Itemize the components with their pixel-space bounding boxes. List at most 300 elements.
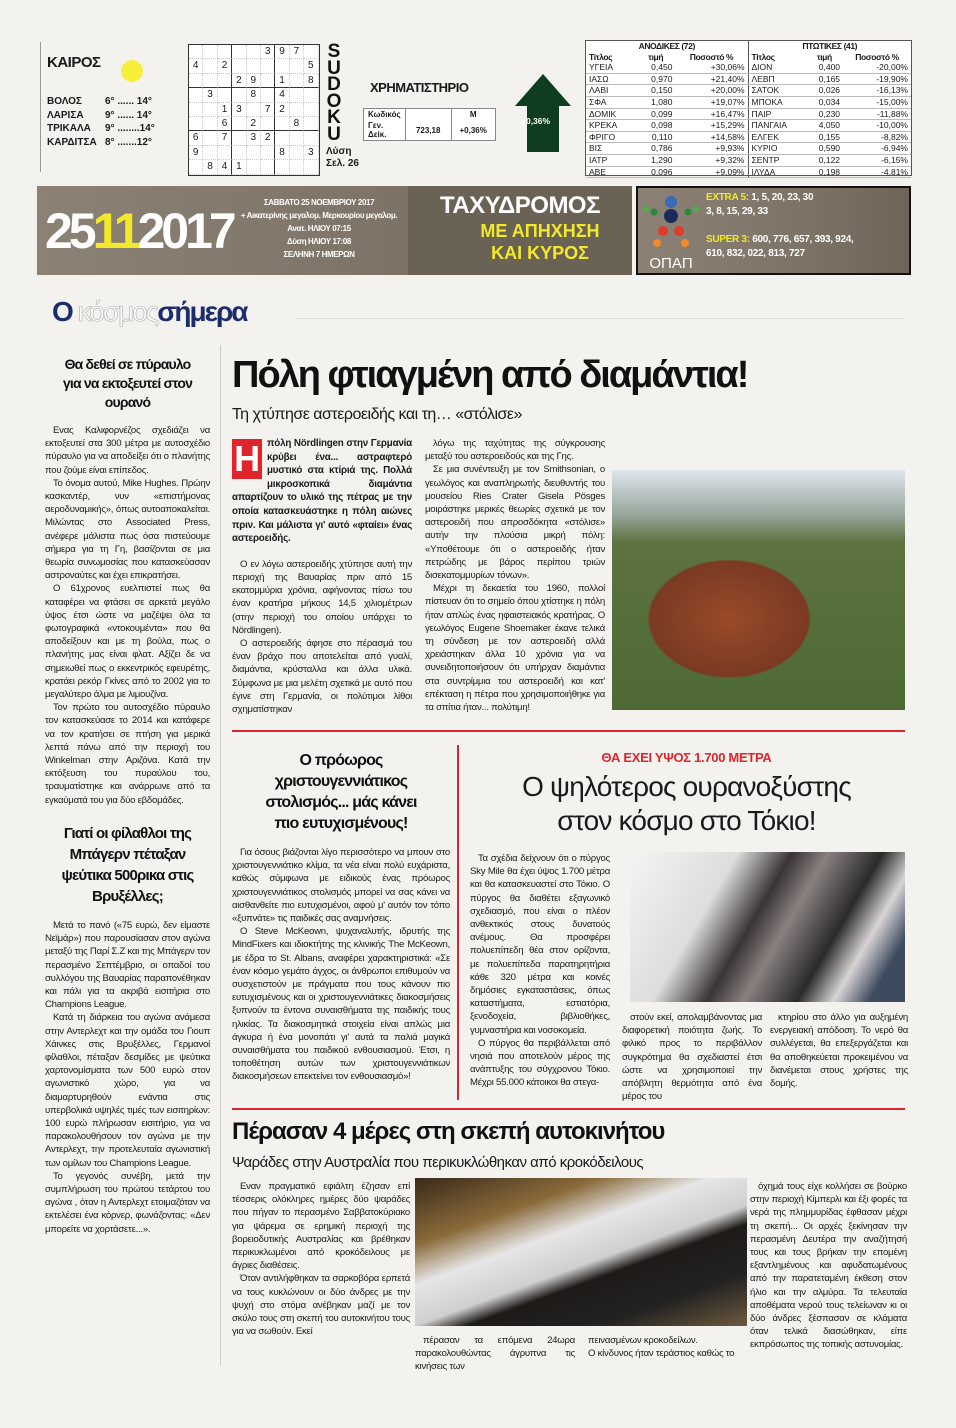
stock-change: +15,29%: [675, 120, 748, 132]
sudoku-cell: [203, 45, 217, 59]
sudoku-cell: 4: [275, 88, 289, 102]
sudoku-cell: [290, 74, 304, 88]
sudoku-cell: 8: [203, 160, 217, 174]
stock-change: -10,00%: [843, 120, 911, 132]
sudoku-cell: 8: [304, 74, 318, 88]
red-rule: [232, 730, 905, 732]
stock-price: 0,096: [636, 166, 676, 178]
lead-paragraph: [232, 437, 412, 546]
sudoku-cell: 3: [304, 146, 318, 160]
stock-price: 0,970: [636, 73, 676, 85]
stock-change: -6,94%: [843, 143, 911, 155]
sudoku-cell: 1: [275, 74, 289, 88]
stock-change: +30,06%: [675, 62, 748, 73]
sidebar-headline: Γιατί οι φίλαθλοι της Μπάγερν πέταξαν ψεύτικα 500ρικα στις Βρυξέλλες;: [61, 824, 194, 905]
stock-change: +21,40%: [675, 73, 748, 85]
slogan-line: ΚΑΙ ΚΥΡΟΣ: [491, 243, 589, 263]
drop-cap: Η: [232, 439, 262, 479]
opap-figure-icon: [642, 194, 700, 250]
date-big: [45, 192, 233, 270]
stock-row: [586, 154, 748, 166]
stock-row: [749, 131, 912, 143]
paragraph: Το γεγονός συνέβη, μετά την συμπλήρωση του πρώτου τετάρτου του αγώνα , όταν η Αντερλεχτ ετοιμαζόταν να εκτελέσει ένα κόρνερ, φωνάζοντας: «Δεν μπορείτε να χορτάσετε...».: [45, 1170, 210, 1235]
paragraph: όχημά τους είχε κολλήσει σε βούρκο στην περιοχή Κίμπερλι και έξι φορές τα νερά της πλημμυρίδας έφθασαν μέχρι τη σκεπή... Οι αρχές ξεκίνησαν την περασμένη Δευτέρα την αναζήτησή τους και τους βρήκαν την επομένη εξαντλημένους και αφυδατωμένους από την παρατεταμένη έκθεση στον ήλιο και την αλμύρα. Τα τελευταία αποθέματα νερού τους τελείωναν κι οι δύο άνδρες ξέσπασαν σε κλάματα όταν τελικά διασώθηκαν, είπε εκπρόσωπος της τοπικής αστυνομίας.: [750, 1181, 907, 1351]
stock-price: 0,098: [636, 120, 676, 132]
stock-symbol: ΙΑΤΡ: [586, 154, 636, 166]
stock-symbol: ΠΑΝΓΑΙΑ: [749, 120, 806, 132]
paragraph: Ο αστεροειδής άφησε στο πέρασμά του έναν βράχο που αποτελείται από γυαλί, διαμάντια, κρύσταλλα και άλλα υλικά. Σύμφωνα με μια μελέτη σχετικά με αυτό που έγινε στη Γερμανία, οι πολύτιμοι λίθοι σχηματίστηκαν: [232, 637, 412, 715]
main-col-1: [232, 437, 412, 716]
weather-row: [47, 95, 180, 109]
stock-row: [749, 154, 912, 166]
paragraph: πέρασαν τα επόμενα 24ωρα παρακολουθώντας άγρυπνα τις κινήσεις των: [415, 1335, 575, 1373]
nordlingen-aerial-photo: [612, 470, 905, 710]
stock-price: 0,155: [806, 131, 843, 143]
sudoku-cell: 3: [232, 103, 246, 117]
sudoku-cell: [232, 88, 246, 102]
sidebar-article-body: [45, 919, 210, 1236]
stock-symbol: ΚΡΕΚΑ: [586, 120, 636, 132]
temp-range: 9° ........14°: [105, 123, 155, 134]
stock-symbol: ΜΠΟΚΑ: [749, 96, 806, 108]
sidebar-article-body: [45, 424, 210, 807]
super3-numbers: 610, 832, 022, 813, 727: [706, 248, 805, 259]
sudoku-cell: [203, 131, 217, 145]
sudoku-cell: [247, 146, 261, 160]
stock-change: +9,09%: [675, 166, 748, 178]
stock-symbol: ΠΑΙΡ: [749, 108, 806, 120]
sudoku-cell: [304, 45, 318, 59]
stock-price: 0,400: [806, 62, 843, 73]
sudoku-cell: [304, 160, 318, 174]
sudoku-cell: [290, 131, 304, 145]
sudoku-cell: [232, 117, 246, 131]
market-title: ΧΡΗΜΑΤΙΣΤΗΡΙΟ: [370, 80, 469, 95]
weather-row: [47, 109, 180, 123]
tokyo-col-1: [470, 852, 610, 1090]
sidebar-column: [45, 355, 210, 1236]
weather-list: [47, 95, 180, 149]
stock-symbol: ΣΑΤΟΚ: [749, 85, 806, 97]
stock-symbol: ΔΟΜΙΚ: [586, 108, 636, 120]
letter: D: [327, 74, 341, 95]
paragraph: Για όσους βιάζονται λίγο περισσότερο να μπουν στο χριστουγεννιάτικο κλίμα, τα νέα είναι πολύ ευχάριστα, καθώς σύμφωνα με ειδικούς ένας πρόωρος χριστουγεννιάτικος στολισμός μπορεί να σας κάνει να αισθανθείτε πιο ευτυχισμένοι, αφού μ' αυτόν τον τόπο «ξυπνάτε» τις παιδικές σας αναμνήσεις.: [232, 847, 450, 925]
extra5-label: EXTRA 5:: [706, 192, 749, 203]
newspaper-brand: ΤΑΧΥΔΡΟΜΟΣ: [439, 192, 601, 219]
sudoku-cell: 9: [189, 146, 203, 160]
paragraph: Όταν αντιλήφθηκαν τα σαρκοβόρα ερπετά να τους κυκλώνουν οι δύο άνδρες με την ψυχή στο στόμα ανέβηκαν μαζί με τον σκύλο τους στη σκεπή του αυτοκινήτου τους για να σωθούν. Εκεί: [232, 1273, 410, 1338]
stock-change: -8,82%: [843, 131, 911, 143]
stock-row: [749, 108, 912, 120]
sudoku-cell: 8: [247, 88, 261, 102]
stock-change: -6,15%: [843, 154, 911, 166]
market-index-table: [363, 108, 496, 141]
paragraph: Τον πρώτο του αυτοσχέδιο πύραυλο τον κατασκεύασε το 2014 και κατάφερε να τον κρατήσει σε πτήση για μερικά λεπτά πάνω από την περιοχή του Winkelman στην Αριζόνα. Κατά την εκτόξευση του πυραύλου του, τραυματίστηκε και ανάρρωνε από τα εγκαύματά του για δύο εβδομάδες.: [45, 702, 210, 806]
stock-row: [749, 120, 912, 132]
croc-col-3: [580, 1334, 742, 1360]
date-details: [229, 196, 409, 261]
xmas-article: [232, 750, 450, 1084]
sudoku-cell: [290, 146, 304, 160]
stock-row: [586, 120, 748, 132]
index-value: 723,18: [405, 120, 451, 141]
paragraph: Ο 61χρονος ευελπιστεί πως θα καταφέρει να φτάσει σε αρκετά μεγάλο ύψος έτσι ώστε να μαζέψει όλα τα φωτογραφικά «ντοκουμέντα» που θα αποδείξουν και με τη βούλα, πως ο πλανήτης μας είναι φλατ. Αξίζει δε να σημειωθεί πως ο εκκεντρικός εφευρέτης, κρατάει ρεκόρ Γκίνες από το 2002 για το μεγαλύτερο άλμα με λιμουζίνα.: [45, 583, 210, 701]
sudoku-cell: [189, 103, 203, 117]
col-header: τιμή: [816, 51, 832, 62]
gainers-title: ΑΝΟΔΙΚΕΣ (72): [638, 41, 695, 51]
headline-line: στον κόσμο στο Τόκιο!: [557, 805, 816, 836]
sudoku-solution-note: [326, 146, 359, 170]
body-text: [232, 558, 412, 716]
headline-line: Ο ψηλότερος ουρανοξύστης: [522, 771, 851, 802]
stock-change: -15,00%: [843, 96, 911, 108]
temp-range: 9° ...... 14°: [105, 109, 152, 121]
stock-price: 0,034: [806, 96, 843, 108]
sudoku-cell: 3: [203, 88, 217, 102]
sudoku-cell: [304, 117, 318, 131]
stock-symbol: ΙΛΥΔΑ: [749, 166, 806, 178]
paragraph: λόγω της ταχύτητας της σύγκρουσης μεταξύ του αστεροειδούς και της Γης.: [425, 438, 605, 463]
sudoku-cell: 2: [275, 103, 289, 117]
sudoku-label: [324, 41, 344, 145]
paragraph: πεινασμένων κροκοδείλων.: [588, 1335, 698, 1346]
sudoku-cell: 7: [261, 103, 275, 117]
col-header: Τίτλος: [589, 51, 613, 62]
stock-symbol: ΑΒΕ: [586, 166, 636, 178]
croc-col-2: [415, 1334, 575, 1374]
super3-label: SUPER 3:: [706, 234, 750, 245]
stock-price: 0,110: [636, 131, 676, 143]
sudoku-cell: [261, 88, 275, 102]
opap-results-box: [636, 186, 911, 275]
sudoku-cell: [203, 146, 217, 160]
red-rule: [232, 1108, 905, 1110]
stock-change: +9,32%: [675, 154, 748, 166]
stock-symbol: ΣΦΑ: [586, 96, 636, 108]
sudoku-cell: 2: [261, 131, 275, 145]
sudoku-cell: [189, 45, 203, 59]
sudoku-cell: [232, 59, 246, 73]
stock-price: 0,026: [806, 85, 843, 97]
sudoku-cell: 4: [189, 59, 203, 73]
sudoku-cell: [247, 160, 261, 174]
super3-numbers: 600, 776, 657, 393, 924,: [752, 234, 854, 245]
temp-range: 8° .......12°: [105, 136, 152, 148]
paragraph: Μέχρι τη δεκαετία του 1960, πολλοί πίστευαν ότι το σημείο όπου χτίστηκε η πόλη ήταν απλώς ένας ηφαιστειακός κρατήρας. Ο γεωλόγος Eugene Shoemaker έκανε τελικά τη σύνδεση με τον αστεροειδή αλλά χρειάστηκαν άλλα 10 χρόνια για να συνειδητοποιήσουν ότι υπήρχαν διαμάντια στα συντρίμμια του αστεροειδή και κατ' επέκταση η πέτρα που χρησιμοποιήθηκε για τα σπίτια ήταν... πολύτιμη!: [425, 583, 605, 714]
date-band: [37, 186, 632, 275]
stock-row: [749, 143, 912, 155]
opap-logo: [642, 194, 700, 270]
tokyo-kicker: ΘΑ ΕΧΕΙ ΥΨΟΣ 1.700 ΜΕΤΡΑ: [601, 750, 772, 765]
sunset-line: Δύση ΗΛΙΟΥ 17:08: [287, 237, 351, 246]
sudoku-cell: 6: [189, 131, 203, 145]
stock-row: [586, 62, 748, 73]
sudoku-cell: [218, 74, 232, 88]
sudoku-cell: [203, 59, 217, 73]
sudoku-cell: [189, 74, 203, 88]
sudoku-cell: [218, 146, 232, 160]
extra5-numbers: 3, 8, 15, 29, 33: [706, 206, 768, 217]
sudoku-cell: [203, 103, 217, 117]
stock-change: +20,00%: [675, 85, 748, 97]
sun-icon: [121, 60, 143, 82]
stock-price: 0,786: [636, 143, 676, 155]
sudoku-cell: [290, 59, 304, 73]
stock-row: [749, 166, 912, 178]
croc-subheadline: Ψαράδες στην Αυστραλία που περικυκλώθηκαν από κροκόδειλους: [232, 1154, 644, 1171]
sudoku-cell: [261, 160, 275, 174]
moon-line: ΣΕΛΗΝΗ 7 ΗΜΕΡΩΝ: [283, 250, 355, 259]
stock-row: [586, 85, 748, 97]
nameday-line: + Αικατερίνης μεγαλομ. Μερκουρίου μεγαλομ.: [240, 211, 398, 220]
up-arrow-icon: [515, 74, 571, 152]
paragraph: Σε μια συνέντευξη με τον Smithsonian, ο γεωλόγος και αναπληρωτής διευθυντής του μουσείου Ries Crater Gisela Pösges μοιράστηκε μερικές θεωρίες σχετικά με τον αστεροειδή που απροσδόκητα «στόλισε» αυτήν την πλούσια μικρή πόλη: «Υποθέτουμε ότι ο αστεροειδής ήταν πετρώδης με βάρος περίπου τριών δισεκατομμυρίων τόνων».: [425, 464, 605, 582]
sudoku-cell: 2: [218, 59, 232, 73]
sudoku-cell: [232, 45, 246, 59]
col-header: Ποσοστό %: [855, 51, 899, 62]
stock-change: +16,47%: [675, 108, 748, 120]
letter: S: [327, 41, 341, 62]
sudoku-cell: [290, 160, 304, 174]
stock-row: [749, 96, 912, 108]
sudoku-cell: 1: [218, 103, 232, 117]
stock-row: [749, 85, 912, 97]
weather-row: [47, 122, 180, 136]
skyscraper-photo: [630, 852, 905, 1002]
sudoku-cell: [304, 88, 318, 102]
stock-change: -19,90%: [843, 73, 911, 85]
stock-price: 0,198: [806, 166, 843, 178]
sudoku-cell: 3: [247, 131, 261, 145]
sudoku-cell: [232, 131, 246, 145]
stock-row: [586, 166, 748, 178]
sudoku-cell: 5: [304, 59, 318, 73]
page-ref: Σελ. 26: [326, 158, 359, 169]
stock-symbol: ΣΕΝΤΡ: [749, 154, 806, 166]
date-day: 25: [45, 203, 93, 259]
col-header: τιμή: [648, 51, 664, 62]
sudoku-cell: [189, 160, 203, 174]
paragraph: Εναν πραγματικό εφιάλτη έζησαν επί τέσσερις ολόκληρες ημέρες δύο ψαράδες που πήγαν το περασμένο Σαββατοκύριακο για ψάρεμα σε ερημική περιοχή της βορειοδυτικής Αυστραλίας και βρέθηκαν περικυκλωμένοι από κροκόδειλους με άγριες διαθέσεις.: [232, 1181, 410, 1272]
main-headline: Πόλη φτιαγμένη από διαμάντια!: [232, 354, 748, 396]
sudoku-cell: [275, 59, 289, 73]
city: ΒΟΛΟΣ: [47, 96, 82, 107]
stock-row: [749, 73, 912, 85]
sudoku-grid: [188, 44, 320, 176]
sudoku-cell: [275, 117, 289, 131]
col-header: Ποσοστό %: [689, 51, 734, 62]
croc-headline: Πέρασαν 4 μέρες στη σκεπή αυτοκινήτου: [232, 1118, 665, 1145]
weather-box: [40, 42, 180, 172]
stock-row: [586, 96, 748, 108]
stock-change: -20,00%: [843, 62, 911, 73]
car-crocodile-photo: [415, 1178, 747, 1326]
paragraph: κτηρίου στο άλλο για αυξημένη ενεργειακή απόδοση. Το νερό θα συλλέγεται, θα επεξεργάζεται και θα αποθηκεύεται προκειμένου να διανέμεται στους χρήστες της δομής.: [770, 1012, 908, 1090]
losers-title: ΠΤΩΤΙΚΕΣ (41): [802, 41, 858, 51]
stock-symbol: ΔΙΟΝ: [749, 62, 806, 73]
stock-symbol: ΙΑΣΩ: [586, 73, 636, 85]
stock-price: 0,590: [806, 143, 843, 155]
sudoku-cell: [247, 59, 261, 73]
sidebar-headline: Θα δεθεί σε πύραυλο για να εκτοξευτεί στον ουρανό: [62, 356, 193, 410]
section-simera: σήμερα: [157, 296, 247, 327]
tokyo-headline: [468, 770, 905, 838]
sudoku-cell: [275, 131, 289, 145]
sudoku-cell: [261, 146, 275, 160]
sudoku-cell: 7: [290, 45, 304, 59]
stock-change: -11,88%: [843, 108, 911, 120]
stock-price: 0,122: [806, 154, 843, 166]
stock-symbol: ΛΕΒΠ: [749, 73, 806, 85]
stock-change: +9,93%: [675, 143, 748, 155]
paragraph: Ο κίνδυνος ήταν τεράστιος καθώς το: [588, 1348, 735, 1360]
arrow-label: +0,36%: [521, 116, 551, 126]
stock-price: 0,150: [636, 85, 676, 97]
stock-change: +14,58%: [675, 131, 748, 143]
brand-panel: [408, 186, 632, 275]
sudoku-cell: [261, 59, 275, 73]
stock-price: 4,050: [806, 120, 843, 132]
slogan-line: ΜΕ ΑΠΗΧΗΣΗ: [480, 221, 600, 241]
city: ΚΑΡΔΙΤΣΑ: [47, 136, 97, 148]
col-header: Τίτλος: [751, 51, 775, 62]
sudoku-cell: [304, 103, 318, 117]
stocks-box: [585, 40, 912, 176]
m-label: M: [469, 110, 477, 119]
stock-price: 0,450: [636, 62, 676, 73]
sudoku-cell: [247, 45, 261, 59]
section-rule: [295, 318, 905, 319]
stock-price: 0,230: [806, 108, 843, 120]
weather-title: ΚΑΙΡΟΣ: [47, 54, 101, 71]
sudoku-cell: [247, 103, 261, 117]
empty-cell: [405, 109, 451, 121]
sudoku-cell: [189, 117, 203, 131]
sudoku-cell: [218, 45, 232, 59]
sudoku-cell: [232, 146, 246, 160]
sudoku-cell: [261, 117, 275, 131]
stock-row: [586, 73, 748, 85]
sudoku-cell: [290, 88, 304, 102]
paragraph: Κατά τη διάρκεια του αγώνα ανάμεσα στην Αντερλεχτ και την ομάδα του Γιουπ Χάινκες στις Βρυξέλλες, Γερμανοί φίλαθλοι, πέταξαν δεσμίδες με ψεύτικα χαρτονομίσματα των 500 ευρώ στον αγωνιστικό χώρο, για να διαμαρτυρηθούν ενάντια στις υπερβολικά υψηλές τιμές των εισιτηρίων: 100 ευρώ πλήρωσαν εισιτήριο, για να παρακολουθήσουν τον αγώνα με την Αντερλεχτ, την προτελευταία αγωνιστική των ομίλων του Champions League.: [45, 1012, 210, 1169]
stock-price: 0,099: [636, 108, 676, 120]
sudoku-cell: 6: [218, 117, 232, 131]
letter: U: [327, 57, 341, 79]
stock-change: +19,07%: [675, 96, 748, 108]
sudoku-cell: [290, 103, 304, 117]
weather-row: [47, 136, 180, 150]
main-col-2: [425, 437, 605, 714]
letter: K: [327, 107, 341, 128]
stock-symbol: ΚΥΡΙΟ: [749, 143, 806, 155]
paragraph: Ενας Καλιφορνέζος σχεδιάζει να εκτοξευτεί στα 300 μέτρα με αυτοσχέδιο πύραυλο για να αποδείξει ότι ο πλανήτης που ζούμε είναι επίπεδος.: [45, 425, 210, 476]
paragraph: Ο πύργος θα περιβάλλεται από νησιά που αποτελούν μέρος της ανάπτυξης του σύγχρονου Τόκιο. Μέχρι 55.000 κάτοικοι θα στεγα-: [470, 1037, 610, 1089]
sudoku-cell: [203, 74, 217, 88]
solution-label: Λύση: [326, 146, 352, 157]
paragraph: Τα σχέδια δείχνουν ότι ο πύργος Sky Mile θα έχει ύψος 1.700 μέτρα και θα κατασκευαστεί στο Τόκιο. Ο πύργος θα διαθέτει εξαγωνικό σχεδιασμό, που είναι ο πλέον ανθεκτικός στους δυνατούς ανέμους. Θα προσφέρει πολυεπίπεδη θέα στον ορίζοντα, με πολυεπίπεδα παρατηρητήρια κάθε 320 μέτρα και κοινές δημόσιες εγκαταστάσεις, όπως καταστήματα, εστιατόρια, ξενοδοχεία, βιβλιοθήκες, γυμναστήρια και νοσοκομεία.: [470, 853, 610, 1036]
stock-row: [586, 108, 748, 120]
sudoku-cell: [261, 74, 275, 88]
sunrise-line: Ανατ. ΗΛΙΟΥ 07:15: [287, 224, 351, 233]
paragraph: στούν εκεί, απολαμβάνοντας μια διαφορετική ποιότητα ζωής. Το φιλικό προς το περιβάλλον συγκρότημα θα σχεδιαστεί έτσι ώστε να χρησιμοποιεί την απόβλητη θερμότητα από ένα μέρος του: [622, 1012, 762, 1103]
section-o: Ο: [52, 296, 72, 327]
stock-price: 0,165: [806, 73, 843, 85]
xmas-body: [232, 846, 450, 1084]
section-header: [52, 296, 247, 328]
gainers-table: [586, 41, 749, 178]
sudoku-cell: 1: [232, 160, 246, 174]
sudoku-cell: 3: [261, 45, 275, 59]
paragraph: Μετά το πανό («75 ευρώ, δεν είμαστε Νεϊμάρ») που παρουσίασαν στον αγώνα μεταξύ της Παρί Σ.Ζ και της Μπάγερν τον περασμένο Σεπτέμβριο, οι οπαδοί του συλλόγου της Βαυαρίας παραπονέθηκαν και πάλι για τα ακριβά εισιτήρια στο Champions League.: [45, 919, 210, 1011]
date-line: ΣΑΒΒΑΤΟ 25 ΝΟΕΜΒΡΙΟΥ 2017: [263, 198, 375, 207]
main-subheadline: Τη χτύπησε αστεροειδής και τη… «στόλισε»: [232, 406, 522, 423]
stock-row: [586, 131, 748, 143]
sudoku-cell: [275, 160, 289, 174]
extra5-numbers: 1, 5, 20, 23, 30: [751, 192, 814, 203]
sudoku-cell: 4: [218, 160, 232, 174]
stock-symbol: ΕΛΓΕΚ: [749, 131, 806, 143]
stock-symbol: ΥΓΕΙΑ: [586, 62, 636, 73]
letter: O: [326, 90, 342, 112]
red-divider: [457, 745, 459, 1100]
croc-col-1: [232, 1180, 410, 1338]
stock-change: -4,81%: [843, 166, 911, 178]
sudoku-cell: 9: [247, 74, 261, 88]
opap-wordmark: ΟΠΑΠ: [649, 255, 693, 272]
date-month: 11: [92, 203, 138, 259]
losers-table: [749, 41, 912, 178]
sudoku-cell: 8: [290, 117, 304, 131]
stock-price: 1,290: [636, 154, 676, 166]
date-year: 2017: [137, 203, 233, 259]
sudoku-cell: [203, 117, 217, 131]
tokyo-col-2: [622, 1011, 762, 1103]
stock-symbol: ΛΑΒΙ: [586, 85, 636, 97]
city: ΤΡΙΚΑΛΑ: [47, 123, 91, 134]
sudoku-cell: 2: [247, 117, 261, 131]
sudoku-cell: 2: [232, 74, 246, 88]
code-label: Κωδικός: [364, 109, 406, 121]
stock-row: [586, 143, 748, 155]
index-change: +0,36%: [459, 125, 487, 135]
croc-col-4: [750, 1180, 907, 1352]
index-label: Γεν. Δείκ.: [364, 120, 406, 141]
stock-change: -16,13%: [843, 85, 911, 97]
sudoku-cell: [189, 88, 203, 102]
paragraph: Ο εν λόγω αστεροειδής χτύπησε αυτή την περιοχή της Βαυαρίας πριν από 15 εκατομμύρια χρόνια, αφήνοντας πίσω του έναν κρατήρα μήκους 14,5 χιλιομέτρων (στην περιοχή του οποίου υπάρχει το Nördlingen).: [232, 558, 412, 636]
sudoku-cell: 9: [275, 45, 289, 59]
section-kosmos: κόσμος: [77, 296, 158, 327]
letter: U: [327, 123, 341, 145]
stock-row: [749, 62, 912, 73]
tokyo-col-3: [770, 1011, 908, 1090]
sudoku-cell: 8: [275, 146, 289, 160]
opap-numbers: [706, 191, 853, 261]
sudoku-cell: 7: [218, 131, 232, 145]
sudoku-cell: [218, 88, 232, 102]
city: ΛΑΡΙΣΑ: [47, 109, 84, 121]
stock-symbol: ΦΡΙΓΟ: [586, 131, 636, 143]
paragraph: Ο Steve McKeown, ψυχαναλυτής, ιδρυτής της MindFixers και ιδιοκτήτης της κλινικής The McKeown, με έδρα το St. Albans, αναφέρει χαρακτηριστικά: «Σε έναν κόσμο γεμάτο άγχος, οι άνθρωποι επιθυμούν να συσχετιστούν με πράγματα που τους κάνουν πιο ευτυχισμένους και οι χριστουγεννιάτικες διακοσμήσεις ξυπνούν τα έντονα συναισθήματα της παιδικής τους ηλικίας. Τα διακοσμητικά στοιχεία είναι απλώς μια άγκυρα ή ένα μονοπάτι γι' αυτά τα παλιά μαγικά συναισθήματα του παιδικού ενθουσιασμού. Έτσι, η τοποθέτηση αυτών των χριστουγεννιάτικων διακοσμήσεων επεκτείνει τον ενθουσιασμό»!: [232, 926, 450, 1083]
xmas-headline: Ο πρόωρος χριστουγεννιάτικος στολισμός... μάς κάνει πιο ευτυχισμένους!: [265, 752, 417, 832]
sudoku-cell: [304, 131, 318, 145]
stock-symbol: ΒΙΣ: [586, 143, 636, 155]
column-divider: [220, 345, 221, 1365]
stock-price: 1,080: [636, 96, 676, 108]
paragraph: Το όνομα αυτού, Mike Hughes. Πρώην κασκαντέρ, νυν «επιστήμονας αεροδυναμικής», όπως αυτοαποκαλείται. Μιλώντας στο Associated Press, ανέφερε μάλιστα πως όσα πιστεύουμε σήμερα για τη Γη, βασίζονται σε μια θεωρία συνωμοσίας που κατασκεύασαν αστροναύτες και έχει επικρατήσει.: [45, 477, 210, 582]
temp-range: 6° ...... 14°: [105, 96, 152, 107]
lead-text: πόλη Nördlingen στην Γερμανία κρύβει ένα... αστραφτερό μυστικό στα κτίριά της. Πολλά μικροσκοπικά διαμάντια απαρτίζουν το υλικό της πέτρας με την οποία κατασκευάστηκε η πόλη αιώνες πριν. Και μάλιστα γι' αυτό «φταίει» ένας αστεροειδής.: [232, 438, 412, 545]
